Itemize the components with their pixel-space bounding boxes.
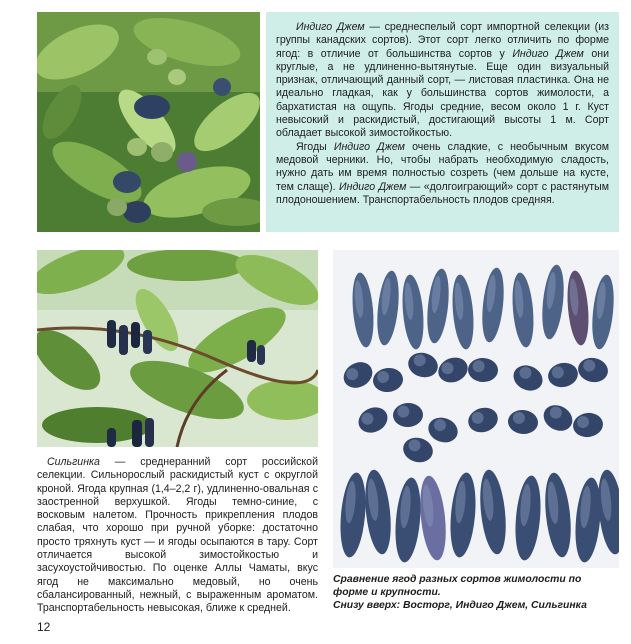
indigo-jam-paragraph-2: Ягоды Индиго Джем очень сладкие, с необычным вкусом медовой черники. Но, чтобы набрать необходимую сладость, нужно дать им время полностью созреть (чем дольше на кусте, тем слаще). Индиго Джем — «долгоиграющий» сорт с растянутым плодоношением. Транспортабельность плодов средняя. (276, 140, 610, 206)
page-number: 12 (37, 620, 51, 634)
photo-caption: Сравнение ягод разных сортов жимолости по форме и крупности. Снизу вверх: Восторг, Индиго Джем, Сильгинка (333, 574, 587, 611)
photo-indigo-jam-bush (37, 12, 260, 232)
photo-berry-comparison (333, 250, 619, 568)
indigo-jam-description-box (266, 12, 619, 232)
photo-silginka-bush (37, 250, 318, 447)
silginka-description: Сильгинка — среднеранний сорт российской селекции. Сильнорослый раскидистый куст с округлой кроной. Ягода крупная (1,4–2,2 г), удлиненно-овальная с заостренной верхушкой. Ягоды темно-синие, с восковым налетом. Прочность прикрепления плодов слабая, что хорошо при ручной уборке: достаточно просто тряхнуть куст — и ягоды осыпаются в тару. Сорт отличается высокой зимостойкостью и засухоустойчивостью. По оценке Аллы Чаматы, вкус ягод не максимально медовый, но очень сбалансированный, нежный, с выраженным ароматом. Транспортабельность невысокая, ближе к средней. (37, 456, 318, 615)
indigo-jam-paragraph-1: Индиго Джем — среднеспелый сорт импортной селекции (из группы канадских сортов). Этот сорт легко отличить по форме ягод: в отличие от большинства сортов у Индиго Джем они круглые, а не удлиненно-вытянутые. Еще один визуальный признак, отличающий данный сорт, — листовая пластинка. Она не идеально гладкая, как у большинства сортов жимолости, а бархатистая на ощупь. Ягоды средние, весом около 1 г. Куст невысокий и раскидистый, достигающий высоты 1 м. Сорт обладает высокой зимостойкостью. (276, 21, 609, 140)
